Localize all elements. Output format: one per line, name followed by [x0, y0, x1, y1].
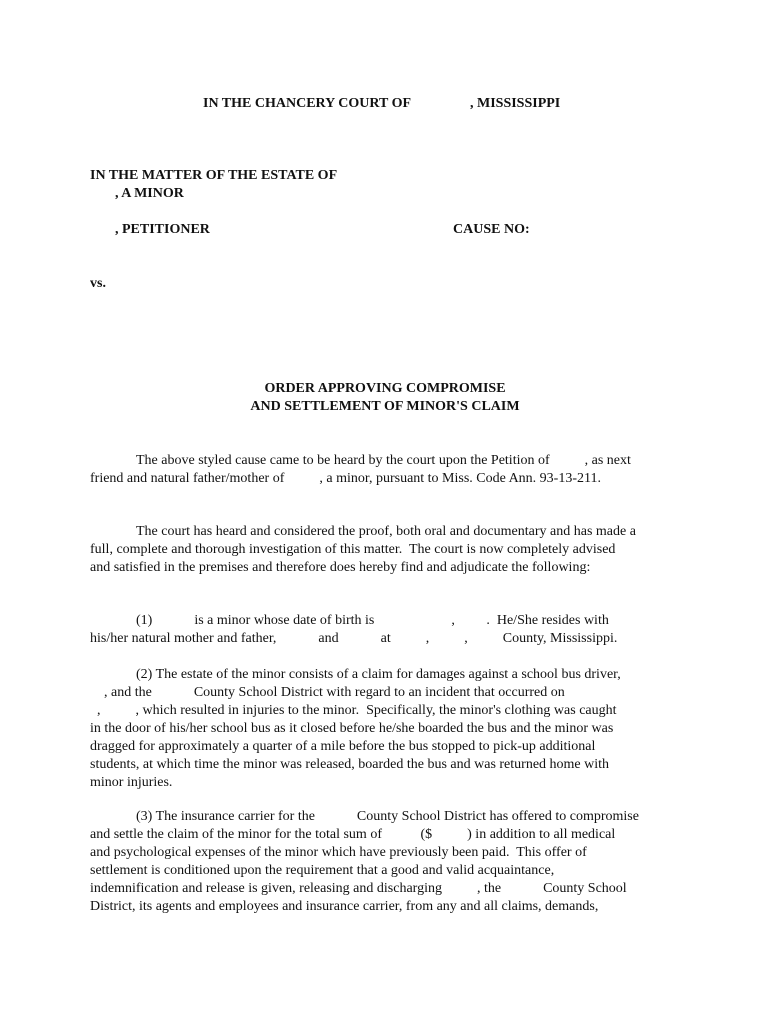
order-title-line-2: AND SETTLEMENT OF MINOR'S CLAIM [250, 399, 520, 414]
cause-number-label: CAUSE NO: [453, 222, 530, 237]
minor-line: , A MINOR [115, 186, 184, 201]
text-line: (2) The estate of the minor consists of a claim for damages against a school bus driver, [136, 667, 621, 682]
text-line: and satisfied in the premises and therefore does hereby find and adjudicate the following: [90, 560, 591, 575]
text-line: minor injuries. [90, 775, 173, 790]
paragraph-findings-intro [90, 523, 690, 577]
text-line: full, complete and thorough investigation of this matter. The court is now completely advised [90, 542, 616, 557]
text-line: The above styled cause came to be heard by the court upon the Petition of , as next [136, 453, 631, 468]
text-line: indemnification and release is given, releasing and discharging , the County School [90, 881, 627, 896]
paragraph-finding-3 [90, 808, 690, 916]
text-line: dragged for approximately a quarter of a mile before the bus stopped to pick-up additional [90, 739, 596, 754]
text-line: settlement is conditioned upon the requirement that a good and valid acquaintance, [90, 863, 555, 878]
text-line: and psychological expenses of the minor which have previously been paid. This offer of [90, 845, 587, 860]
court-heading-prefix: IN THE CHANCERY COURT OF [203, 96, 412, 111]
petitioner-line: , PETITIONER [115, 222, 210, 237]
text-line: (3) The insurance carrier for the County School District has offered to compromise [136, 809, 639, 824]
text-line: his/her natural mother and father, and at , , County, Mississippi. [90, 631, 618, 646]
versus-label: vs. [90, 276, 106, 291]
paragraph-finding-1 [90, 612, 690, 648]
text-line: The court has heard and considered the proof, both oral and documentary and has made a [136, 524, 636, 539]
order-title-line-1: ORDER APPROVING COMPROMISE [264, 381, 506, 396]
court-heading-suffix: , MISSISSIPPI [470, 96, 561, 111]
paragraph-petition [90, 452, 690, 488]
text-line: in the door of his/her school bus as it closed before he/she boarded the bus and the minor was [90, 721, 614, 736]
paragraph-finding-2 [90, 666, 690, 792]
text-line: , , which resulted in injuries to the minor. Specifically, the minor's clothing was caught [90, 703, 617, 718]
estate-line: IN THE MATTER OF THE ESTATE OF [90, 168, 338, 183]
text-line: friend and natural father/mother of , a minor, pursuant to Miss. Code Ann. 93-13-211. [90, 471, 601, 486]
text-line: District, its agents and employees and insurance carrier, from any and all claims, demands, [90, 899, 599, 914]
text-line: students, at which time the minor was released, boarded the bus and was returned home with [90, 757, 610, 772]
text-line: and settle the claim of the minor for the total sum of ($ ) in addition to all medical [90, 827, 616, 842]
text-line: (1) is a minor whose date of birth is , . He/She resides with [136, 613, 609, 628]
text-line: , and the County School District with regard to an incident that occurred on [90, 685, 565, 700]
